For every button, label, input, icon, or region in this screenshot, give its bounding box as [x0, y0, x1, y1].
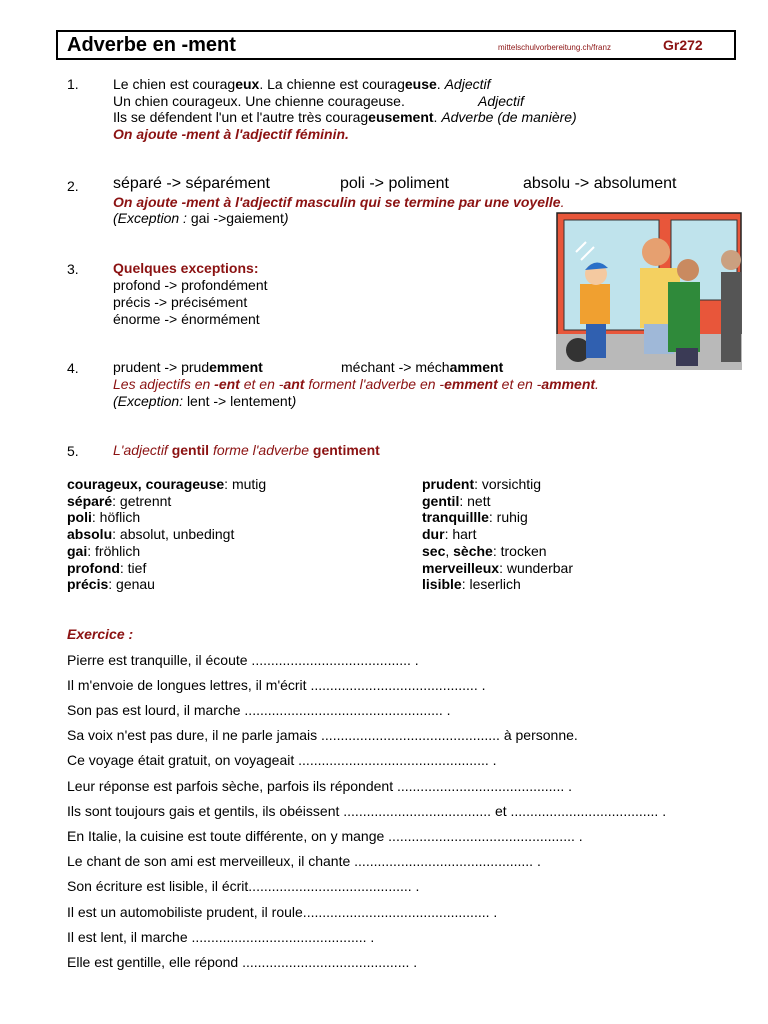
exercise-line: En Italie, la cuisine est toute différente, on y mange ................................................ . [67, 828, 583, 844]
vocab-item: poli: höflich [67, 509, 141, 525]
section-4-number: 4. [67, 360, 79, 376]
exercise-line: Il m'envoie de longues lettres, il m'écrit ........................................... . [67, 677, 486, 693]
exception-item: précis -> précisément [113, 294, 248, 310]
vocab-item: dur: hart [422, 526, 477, 542]
vocab-item: absolu: absolut, unbedingt [67, 526, 235, 542]
vocab-item: prudent: vorsichtig [422, 476, 542, 492]
vocab-item: lisible: leserlich [422, 576, 521, 592]
vocab-item: précis: genau [67, 576, 155, 592]
vocab-item: gentil: nett [422, 493, 491, 509]
example-prudent: prudent -> prudemment [113, 359, 263, 375]
section-3-number: 3. [67, 261, 79, 277]
example-mechant: méchant -> méchamment [341, 359, 504, 375]
section-1-number: 1. [67, 76, 79, 92]
exercise-line: Il est un automobiliste prudent, il roule................................................ . [67, 904, 498, 920]
vocab-item: séparé: getrennt [67, 493, 172, 509]
header-box [56, 30, 736, 60]
pair-separe: séparé -> séparément [113, 175, 270, 192]
section-2-rule: On ajoute -ment à l'adjectif masculin qui se termine par une voyelle. [113, 194, 565, 210]
exercise-line: Pierre est tranquille, il écoute ......................................... . [67, 652, 419, 668]
exercise-line: Sa voix n'est pas dure, il ne parle jamais .............................................. à personne. [67, 727, 578, 743]
section-4-rule: Les adjectifs en -ent et en -ant forment l'adverbe en -emment et en -amment. [113, 376, 599, 392]
exercise-line: Elle est gentille, elle répond ........................................... . [67, 954, 418, 970]
worksheet-code: Gr272 [663, 37, 703, 53]
page-title: Adverbe en -ment [67, 34, 236, 56]
pair-poli: poli -> poliment [340, 175, 449, 192]
exercise-title: Exercice : [67, 626, 134, 642]
section-5-text: L'adjectif gentil forme l'adverbe gentiment [113, 442, 380, 458]
exercise-line: Leur réponse est parfois sèche, parfois ils répondent ........................................... . [67, 778, 573, 794]
exception-item: énorme -> énormément [113, 311, 260, 327]
section-2-exception: (Exception : gai ->gaiement) [113, 210, 289, 226]
vocab-item: courageux, courageuse: mutig [67, 476, 267, 492]
pair-absolu: absolu -> absolument [523, 175, 677, 192]
section-1-line-3: Ils se défendent l'un et l'autre très courageusement. Adverbe (de manière) [113, 109, 577, 125]
section-1-line-1: Le chien est courageux. La chienne est courageuse. Adjectif [113, 76, 491, 92]
exception-item: profond -> profondément [113, 277, 268, 293]
exercise-line: Le chant de son ami est merveilleux, il chante .............................................. . [67, 853, 541, 869]
section-3-title: Quelques exceptions: [113, 260, 259, 276]
exercise-line: Son pas est lourd, il marche ................................................... . [67, 702, 451, 718]
vocab-item: tranquillle: ruhig [422, 509, 528, 525]
vocab-item: profond: tief [67, 560, 147, 576]
section-4-exception: (Exception: lent -> lentement) [113, 393, 297, 409]
exercise-line: Son écriture est lisible, il écrit.......................................... . [67, 878, 420, 894]
bus-scene-illustration [556, 212, 742, 370]
exercise-line: Ils sont toujours gais et gentils, ils obéissent ...................................... et ...................................... . [67, 803, 667, 819]
exercise-line: Ce voyage était gratuit, on voyageait ................................................. . [67, 752, 497, 768]
section-1-rule: On ajoute -ment à l'adjectif féminin. [113, 126, 349, 142]
vocab-item: gai: fröhlich [67, 543, 141, 559]
section-1-line-2: Un chien courageux. Une chienne courageuse. Adjectif [113, 93, 524, 109]
vocab-item: merveilleux: wunderbar [422, 560, 573, 576]
exercise-line: Il est lent, il marche ............................................. . [67, 929, 375, 945]
section-2-number: 2. [67, 178, 79, 194]
section-5-number: 5. [67, 443, 79, 459]
site-url: mittelschulvorbereitung.ch/franz [498, 43, 611, 52]
vocab-item: sec, sèche: trocken [422, 543, 547, 559]
